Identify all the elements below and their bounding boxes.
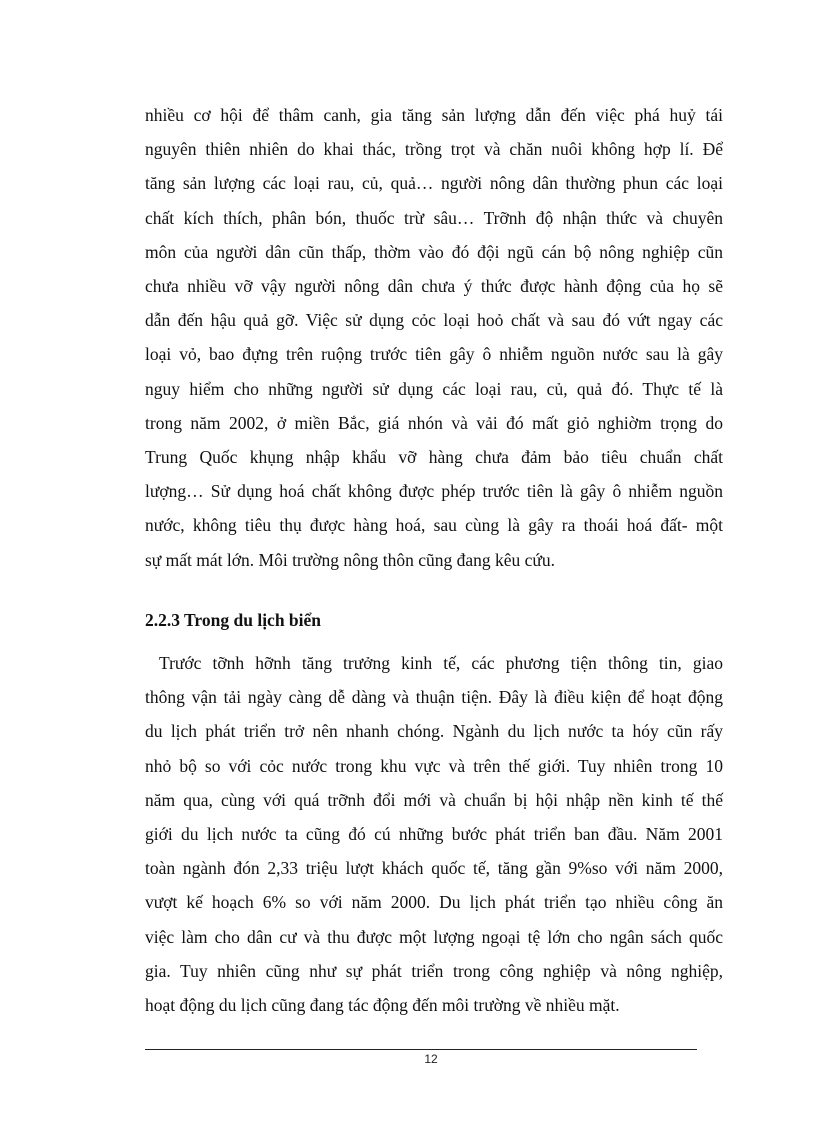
text-line: trong năm 2002, ở miền Bắc, giá nhón và vải đó mất giỏ nghiờm trọng do <box>145 412 723 433</box>
text-line: giới du lịch nước ta cũng đó cú những bước phát triển ban đầu. Năm 2001 <box>145 824 723 845</box>
page-number: 12 <box>424 1052 438 1066</box>
text-line: vượt kế hoạch 6% so với năm 2000. Du lịch phát triển tạo nhiều công ăn <box>145 892 723 913</box>
text-line: môn của người dân cũn thấp, thờm vào đó đội ngũ cán bộ nông nghiệp cũn <box>145 241 723 262</box>
text-line: lượng… Sử dụng hoá chất không được phép trước tiên là gây ô nhiễm nguồn <box>145 481 723 502</box>
text-line: chưa nhiều vỡ vậy người nông dân chưa ý thức được hành động của họ sẽ <box>145 276 723 297</box>
text-line: toàn ngành đón 2,33 triệu lượt khách quốc tế, tăng gần 9%so với năm 2000, <box>145 858 723 879</box>
text-line: nhỏ bộ so với cỏc nước trong khu vực và trên thế giới. Tuy nhiên trong 10 <box>145 755 723 776</box>
text-line: hoạt động du lịch cũng đang tác động đến môi trường về nhiều mặt. <box>145 995 620 1016</box>
text-line: thông vận tải ngày càng dễ dàng và thuận tiện. Đây là điều kiện để hoạt động <box>145 687 723 708</box>
text-line: du lịch phát triển trở nên nhanh chóng. Ngành du lịch nước ta hóy cũn rấy <box>145 721 723 742</box>
text-line: chất kích thích, phân bón, thuốc trừ sâu… Trỡnh độ nhận thức và chuyên <box>145 207 723 228</box>
footer-divider <box>145 1049 697 1050</box>
text-line: loại vỏ, bao đựng trên ruộng trước tiên gây ô nhiễm nguồn nước sau là gây <box>145 344 723 365</box>
text-line: dẫn đến hậu quả gỡ. Việc sử dụng cỏc loại hoỏ chất và sau đó vứt ngay các <box>145 310 723 331</box>
text-line: nước, không tiêu thụ được hàng hoá, sau cùng là gây ra thoái hoá đất- một <box>145 515 723 536</box>
paragraph-tourism <box>145 646 723 1022</box>
text-line: nguy hiểm cho những người sử dụng các loại rau, củ, quả đó. Thực tế là <box>145 378 723 399</box>
text-line: Trung Quốc khụng nhập khẩu vỡ hàng chưa đảm bảo tiêu chuẩn chất <box>145 447 723 468</box>
text-line: Trước tỡnh hỡnh tăng trưởng kinh tế, các phương tiện thông tin, giao <box>159 653 723 673</box>
text-line: nguyên thiên nhiên do khai thác, trồng trọt và chăn nuôi không hợp lí. Để <box>145 139 723 160</box>
text-line: việc làm cho dân cư và thu được một lượng ngoại tệ lớn cho ngân sách quốc <box>145 926 723 947</box>
section-heading: 2.2.3 Trong du lịch biển <box>145 610 322 630</box>
text-line: sự mất mát lớn. Môi trường nông thôn cũng đang kêu cứu. <box>145 549 556 570</box>
text-line: nhiều cơ hội để thâm canh, gia tăng sản lượng dẫn đến việc phá huỷ tái <box>145 105 723 125</box>
paragraph-environment-rural <box>145 98 723 577</box>
text-line: năm qua, cùng với quá trỡnh đổi mới và chuẩn bị hội nhập nền kinh tế thế <box>145 789 723 810</box>
text-line: gia. Tuy nhiên cũng như sự phát triển trong công nghiệp và nông nghiệp, <box>145 960 723 981</box>
text-line: tăng sản lượng các loại rau, củ, quả… người nông dân thường phun các loại <box>145 173 723 194</box>
